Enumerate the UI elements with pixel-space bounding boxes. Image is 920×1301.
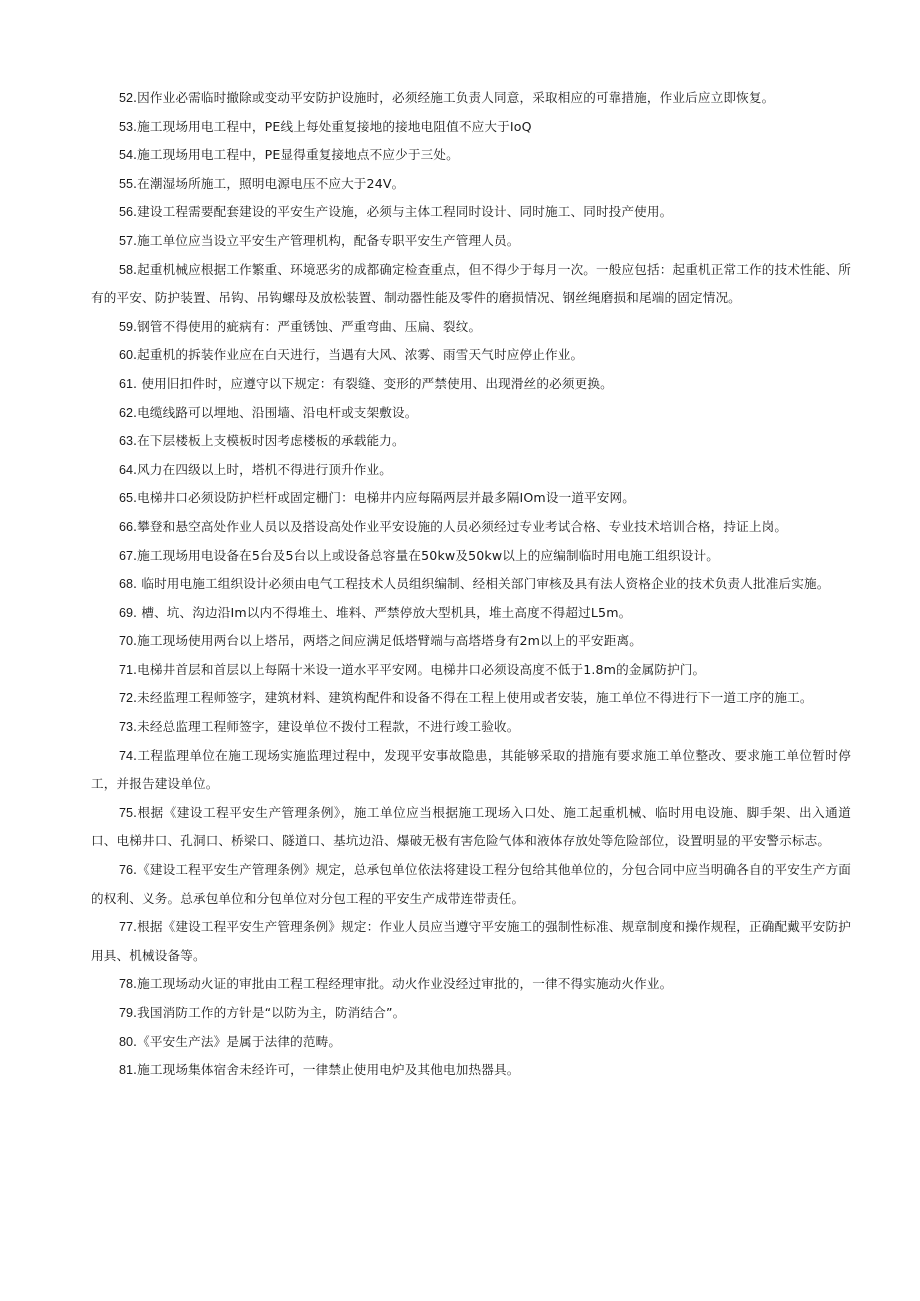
- list-item: [91, 742, 851, 799]
- list-item: [91, 113, 851, 142]
- item-text: .在下层楼板上支模板时因考虑楼板的承载能力。: [133, 433, 405, 449]
- list-item: [91, 599, 851, 628]
- list-item: [91, 1028, 851, 1057]
- item-text: .未经总监理工程师签字，建设单位不拨付工程款，不进行竣工验收。: [133, 719, 520, 735]
- item-number: 70: [119, 634, 134, 649]
- numbered-list: [91, 84, 851, 1085]
- item-number: 76: [119, 863, 134, 878]
- item-number: 60: [119, 348, 134, 363]
- item-text: .根据《建设工程平安生产管理条例》规定：作业人员应当遵守平安施工的强制性标准、规章制度和操作规程，正确配戴平安防护用具、机械设备等。: [91, 919, 851, 963]
- item-number: 73: [119, 720, 134, 735]
- list-item: [91, 484, 851, 513]
- item-number: 52: [119, 91, 134, 105]
- item-text: .施工现场用电设备在5台及5台以上或设备总容量在50kw及50kw以上的应编制临时用电施工组织设计。: [133, 547, 719, 563]
- item-text: .因作业必需临时撤除或变动平安防护设施时，必须经施工负责人同意，采取相应的可靠措施，作业后应立即恢复。: [133, 90, 775, 105]
- item-text: .施工单位应当设立平安生产管理机构，配备专职平安生产管理人员。: [133, 232, 520, 248]
- list-item: [91, 970, 851, 999]
- item-text: .施工现场动火证的审批由工程工程经理审批。动火作业没经过审批的，一律不得实施动火作业。: [133, 976, 673, 992]
- item-number: 71: [119, 662, 134, 677]
- item-number: 74: [119, 748, 134, 763]
- item-text: .起重机的拆装作业应在白天进行，当遇有大风、浓雾、雨雪天气时应停止作业。: [133, 347, 584, 363]
- item-number: 80: [119, 1034, 134, 1049]
- item-number: 61: [119, 376, 134, 391]
- list-item: [91, 456, 851, 485]
- item-text: .电缆线路可以埋地、沿围墙、沿电杆或支架敷设。: [133, 404, 418, 420]
- item-text: .《建设工程平安生产管理条例》规定，总承包单位依法将建设工程分包给其他单位的，分包合同中应当明确各自的平安生产方面的权利、义务。总承包单位和分包单位对分包工程的平安生产成带连带责任。: [91, 862, 851, 906]
- list-item: [91, 513, 851, 542]
- item-number: 59: [119, 319, 134, 334]
- item-text: .《平安生产法》是属于法律的范畴。: [133, 1033, 342, 1049]
- item-text: . 临时用电施工组织设计必须由电气工程技术人员组织编制、经相关部门审核及具有法人资格企业的技术负责人批准后实施。: [133, 576, 830, 592]
- list-item: [91, 341, 851, 370]
- item-text: .钢管不得使用的疵病有：严重锈蚀、严重弯曲、压扁、裂纹。: [133, 318, 482, 334]
- item-number: 63: [119, 434, 134, 449]
- item-text: . 槽、坑、沟边沿Im以内不得堆土、堆料、严禁停放大型机具，堆土高度不得超过L5m。: [133, 604, 632, 620]
- item-number: 64: [119, 462, 134, 477]
- item-text: . 使用旧扣件时，应遵守以下规定：有裂缝、变形的严禁使用、出现滑丝的必须更换。: [133, 375, 613, 391]
- item-text: .风力在四级以上时，塔机不得进行顶升作业。: [133, 461, 393, 477]
- item-text: .攀登和悬空高处作业人员以及搭设高处作业平安设施的人员必须经过专业考试合格、专业技术培训合格，持证上岗。: [133, 518, 788, 534]
- item-text: .起重机械应根据工作繁重、环境恶劣的成都确定检查重点，但不得少于每月一次。一般应包括：起重机正常工作的技术性能、所有的平安、防护装置、吊钩、吊钩螺母及放松装置、制动器性能及零件的磨损情况、钢丝绳磨损和尾端的固定情况。: [91, 261, 851, 306]
- list-item: [91, 141, 851, 170]
- list-item: [91, 198, 851, 227]
- list-item: [91, 799, 851, 856]
- item-text: .电梯井口必须设防护栏杆或固定栅门：电梯井内应每隔两层并最多隔IOm设一道平安网。: [133, 490, 636, 506]
- list-item: [91, 856, 851, 913]
- item-number: 78: [119, 977, 134, 992]
- list-item: [91, 370, 851, 399]
- item-text: .根据《建设工程平安生产管理条例》，施工单位应当根据施工现场入口处、施工起重机械、临时用电设施、脚手架、出入通道口、电梯井口、孔洞口、桥梁口、隧道口、基坑边沿、爆破无极有害危险气体和液体存放处等危险部位，设置明显的平安警示标志。: [91, 804, 851, 849]
- item-text: .施工现场用电工程中，PE显得重复接地点不应少于三处。: [133, 147, 459, 163]
- item-text: .未经监理工程师签字，建筑材料、建筑构配件和设备不得在工程上使用或者安装，施工单位不得进行下一道工序的施工。: [133, 690, 813, 706]
- list-item: [91, 1056, 851, 1085]
- item-number: 56: [119, 205, 134, 220]
- list-item: [91, 256, 851, 313]
- item-number: 62: [119, 405, 134, 420]
- item-text: .电梯井首层和首层以上每隔十米设一道水平平安网。电梯井口必须设高度不低于1.8m的金属防护门。: [133, 661, 706, 677]
- item-number: 79: [119, 1006, 134, 1020]
- item-number: 75: [119, 805, 134, 820]
- item-number: 55: [119, 176, 134, 191]
- list-item: [91, 570, 851, 599]
- item-text: .施工现场用电工程中，PE线上每处重复接地的接地电阻值不应大于IoQ: [133, 118, 532, 134]
- list-item: [91, 913, 851, 970]
- list-item: [91, 84, 851, 113]
- list-item: [91, 713, 851, 742]
- list-item: [91, 684, 851, 713]
- item-number: 67: [119, 548, 134, 563]
- item-number: 68: [119, 577, 134, 592]
- item-number: 54: [119, 148, 134, 163]
- list-item: [91, 999, 851, 1028]
- list-item: [91, 627, 851, 656]
- list-item: [91, 542, 851, 571]
- list-item: [91, 170, 851, 199]
- item-number: 69: [119, 605, 134, 620]
- item-text: .工程监理单位在施工现场实施监理过程中，发现平安事故隐患，其能够采取的措施有要求施工单位整改、要求施工单位暂时停工，并报告建设单位。: [91, 747, 851, 792]
- item-text: .建设工程需要配套建设的平安生产设施，必须与主体工程同时设计、同时施工、同时投产使用。: [133, 204, 673, 220]
- list-item: [91, 656, 851, 685]
- item-number: 77: [119, 920, 134, 935]
- item-number: 66: [119, 519, 134, 534]
- list-item: [91, 313, 851, 342]
- item-number: 72: [119, 691, 134, 706]
- list-item: [91, 227, 851, 256]
- item-text: .施工现场集体宿舍未经许可，一律禁止使用电炉及其他电加热器具。: [133, 1062, 520, 1078]
- item-number: 58: [119, 262, 134, 277]
- item-number: 57: [119, 233, 134, 248]
- item-text: .施工现场使用两台以上塔吊，两塔之间应满足低塔臂端与高塔塔身有2m以上的平安距离。: [133, 633, 643, 649]
- list-item: [91, 427, 851, 456]
- item-number: 81: [119, 1063, 134, 1078]
- item-text: .在潮湿场所施工，照明电源电压不应大于24V。: [133, 175, 405, 191]
- item-number: 53: [119, 119, 134, 134]
- item-text: .我国消防工作的方针是“以防为主，防消结合”。: [133, 1005, 406, 1020]
- item-number: 65: [119, 491, 134, 506]
- list-item: [91, 399, 851, 428]
